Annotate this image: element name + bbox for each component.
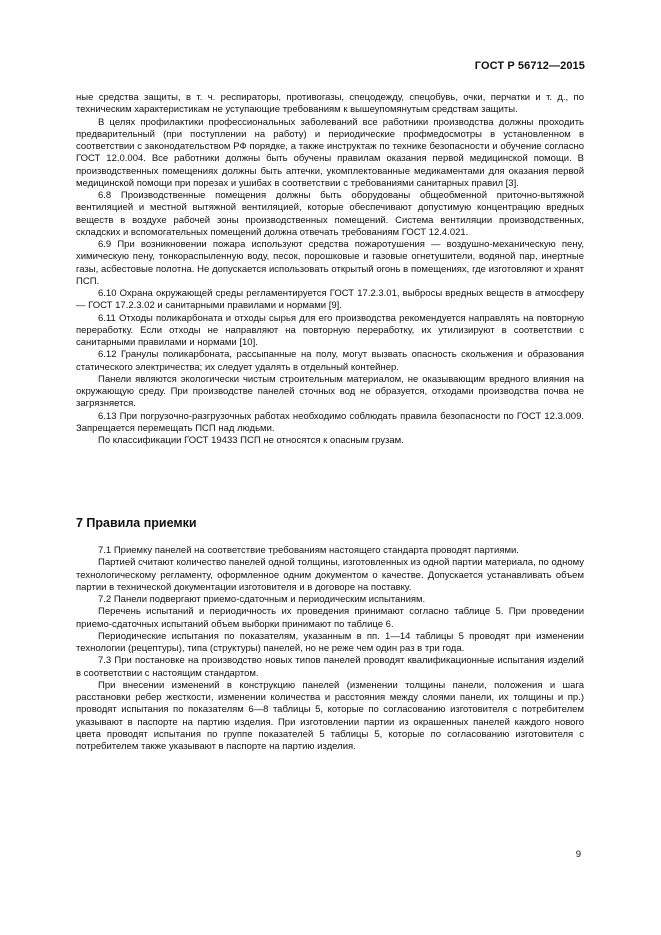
paragraph: Партией считают количество панелей одной толщины, изготовленных из одной партии материала, по одному технологическому регламенту, оформленное одним документом о качестве. Допускается устанавливать объем партии в технической документации изготовителя и в договоре на поставку. [76,557,584,593]
paragraph: По классификации ГОСТ 19433 ПСП не относятся к опасным грузам. [98,435,404,446]
paragraph: При внесении изменений в конструкцию панелей (изменении толщины панели, положения и шага расстановки ребер жесткости, изменении количества и расстояния между слоями панели, их толщины и пр.) проводят испытания по показателям 6—8 таблицы 5, которые по согласованию изготовителя с потребителем указывают в паспорте на партию изделия. При изготовлении партии из окрашенных панелей каждого нового цвета проводят испытания по группе показателей 5 таблицы 5, которые по согласованию изготовителя с потребителем также указывают в паспорте на партию изделия. [76,679,584,752]
paragraph: 6.10 Охрана окружающей среды регламентируется ГОСТ 17.2.3.01, выбросы вредных веществ в атмосферу — ГОСТ 17.2.3.02 и санитарными правилами и нормами [9]. [76,288,584,312]
paragraph: Панели являются экологически чистым строительным материалом, не оказывающим вредного влияния на окружающую среду. При производстве панелей сточных вод не образуется, отходами производства почва не загрязняется. [76,373,584,410]
paragraph: 6.12 Гранулы поликарбоната, рассыпанные на полу, могут вызвать опасность скольжения и образования статического электричества; их следует удалять в отдельный контейнер. [76,349,584,373]
section-6-text [76,92,584,447]
paragraph: ные средства защиты, в т. ч. респираторы, противогазы, спецодежду, спецобувь, очки, перчатки и т. д., по техническим характеристикам не уступающие требованиям к вышеупомянутым средствам защиты. [76,92,584,116]
paragraph: 6.11 Отходы поликарбоната и отходы сырья для его производства рекомендуется направлять на повторную переработку. Если отходы не направляют на повторную переработку, их утилизируют в соответствии с санитарными правилами и нормами [10]. [76,312,584,348]
section-7-heading: 7 Правила приемки [76,516,197,530]
paragraph: 6.9 При возникновении пожара используют средства пожаротушения — воздушно-механическую пену, химическую пену, тонкораспыленную воду, песок, порошковые и газовые огнетушители, водяной пар, инертные газы, асбестовые полотна. Не допускается использовать открытый огонь в помещениях, где изготовляют и хранят ПСП. [76,239,584,287]
paragraph: 6.8 Производственные помещения должны быть оборудованы общеобменной приточно-вытяжной вентиляцией и местной вытяжной вентиляцией, которые обеспечивают допустимую концентрацию вредных веществ в воздухе рабочей зоны производственных помещений. Система вентиляции производственных, складских и вспомогательных помещений должна отвечать требованиям ГОСТ 12.4.021. [76,190,584,238]
paragraph: В целях профилактики профессиональных заболеваний все работники производства должны проходить предварительный (при поступлении на работу) и периодические профмедосмотры в установленном в соответствии с законодательством РФ порядке, а также инструктаж по технике безопасности и обучение согласно ГОСТ 12.0.004. Все работники должны быть обучены правилам оказания первой медицинской помощи. В производственных помещениях должны быть аптечки, укомплектованные медикаментами для оказания первой медицинской помощи при порезах и ушибах в соответствии с требованиями санитарных правил [3]. [76,116,584,189]
paragraph: 7.1 Приемку панелей на соответствие требованиям настоящего стандарта проводят партиями. [98,545,519,556]
paragraph: Перечень испытаний и периодичность их проведения принимают согласно таблице 5. При проведении приемо-сдаточных испытаний объем выборки принимают по таблице 6. [76,606,584,630]
page-number: 9 [575,849,581,860]
document-code-header: ГОСТ Р 56712—2015 [474,60,585,72]
paragraph: 7.3 При постановке на производство новых типов панелей проводят квалификационные испытания изделий в соответствии с настоящим стандартом. [76,655,584,679]
paragraph: 6.13 При погрузочно-разгрузочных работах необходимо соблюдать правила безопасности по ГОСТ 12.3.009. Запрещается перемещать ПСП над людьми. [76,410,584,434]
paragraph: Периодические испытания по показателям, указанным в пп. 1—14 таблицы 5 проводят при изменении технологии (рецептуры), типа (структуры) панелей, но не реже чем один раз в три года. [76,630,584,654]
paragraph: 7.2 Панели подвергают приемо-сдаточным и периодическим испытаниям. [98,594,426,605]
section-7-text [76,545,584,753]
